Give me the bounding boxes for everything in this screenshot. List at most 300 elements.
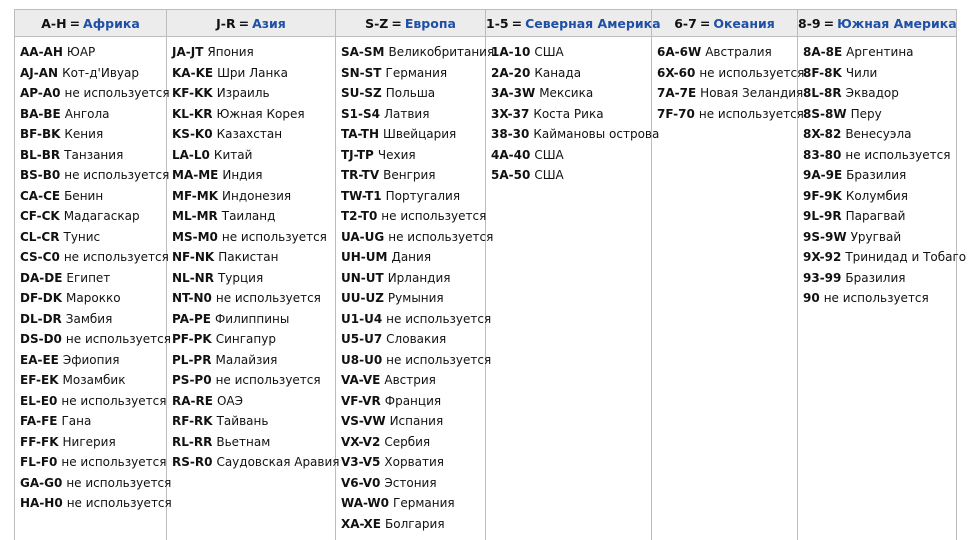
code-range: V3-V5 (341, 455, 380, 469)
list-item (172, 83, 331, 104)
list-item (172, 452, 331, 473)
list-item (172, 370, 331, 391)
list-item (20, 268, 162, 289)
code-range: 8S-8W (803, 107, 847, 121)
list-item (20, 42, 162, 63)
code-range: VS-VW (341, 414, 386, 428)
country-name: Эквадор (846, 86, 899, 100)
list-item (491, 124, 647, 145)
code-range: S1-S4 (341, 107, 380, 121)
list-item (341, 104, 481, 125)
list-item (172, 206, 331, 227)
code-range: NT-N0 (172, 291, 212, 305)
list-item (20, 329, 162, 350)
code-range: CS-C0 (20, 250, 60, 264)
code-range: FL-F0 (20, 455, 57, 469)
list-item (491, 83, 647, 104)
country-name: Аргентина (846, 45, 913, 59)
country-name: Малайзия (215, 353, 277, 367)
country-name: не используется (216, 291, 321, 305)
list-item (341, 206, 481, 227)
country-name: Тринидад и Тобаго (845, 250, 966, 264)
country-name: Германия (386, 66, 448, 80)
header-oceania: 6-7 = Океания (652, 10, 798, 37)
code-range: U1-U4 (341, 312, 382, 326)
code-range: TA-TH (341, 127, 379, 141)
code-range: SN-ST (341, 66, 382, 80)
code-range: EF-EK (20, 373, 59, 387)
header-asia: J-R = Азия (167, 10, 336, 37)
country-name: не используется (699, 107, 804, 121)
list-item (20, 411, 162, 432)
country-name: Сербия (384, 435, 430, 449)
list-item (341, 186, 481, 207)
code-range: 3A-3W (491, 86, 535, 100)
country-name: США (534, 148, 563, 162)
code-range: 5A-50 (491, 168, 530, 182)
code-range: 1A-10 (491, 45, 530, 59)
list-item (341, 350, 481, 371)
code-range: 9S-9W (803, 230, 847, 244)
column-north-america (486, 37, 652, 540)
code-range: WA-W0 (341, 496, 389, 510)
list-item (341, 391, 481, 412)
country-name: Шри Ланка (217, 66, 288, 80)
list-item (341, 329, 481, 350)
code-range: MS-M0 (172, 230, 218, 244)
country-name: Венесуэла (845, 127, 911, 141)
code-range: NL-NR (172, 271, 214, 285)
list-item (172, 247, 331, 268)
country-name: Израиль (217, 86, 270, 100)
code-range: EL-E0 (20, 394, 57, 408)
code-range: DF-DK (20, 291, 62, 305)
list-item (803, 83, 952, 104)
header-south-america: 8-9 = Южная Америка (798, 10, 957, 37)
code-range: UN-UT (341, 271, 384, 285)
list-item (172, 124, 331, 145)
region-link-africa[interactable]: Африка (83, 16, 140, 31)
country-name: не используется (388, 230, 493, 244)
country-name: Франция (385, 394, 441, 408)
country-name: не используется (64, 168, 169, 182)
code-range: VF-VR (341, 394, 381, 408)
country-name: Ирландия (388, 271, 451, 285)
code-range: BA-BE (20, 107, 61, 121)
list-item (20, 104, 162, 125)
list-item (172, 227, 331, 248)
code-range: AP-A0 (20, 86, 61, 100)
country-name: Польша (386, 86, 435, 100)
country-name: Кот-д'Ивуар (62, 66, 139, 80)
list-item (491, 145, 647, 166)
country-name: не используется (64, 250, 169, 264)
code-range: TR-TV (341, 168, 379, 182)
country-name: ОАЭ (217, 394, 243, 408)
region-link-north-america[interactable]: Северная Америка (525, 16, 660, 31)
country-name: Мадагаскар (64, 209, 140, 223)
list-item (20, 145, 162, 166)
code-range: 8L-8R (803, 86, 842, 100)
code-range: MF-MK (172, 189, 218, 203)
list-item (341, 145, 481, 166)
list-item (20, 206, 162, 227)
code-range: 3X-37 (491, 107, 529, 121)
country-name: Чехия (378, 148, 416, 162)
country-name: Перу (851, 107, 882, 121)
list-item (341, 473, 481, 494)
code-range: DA-DE (20, 271, 62, 285)
list-item (803, 288, 952, 309)
code-range: DS-D0 (20, 332, 62, 346)
country-name: Марокко (66, 291, 121, 305)
country-name: Нигерия (63, 435, 116, 449)
list-item (20, 165, 162, 186)
list-item (341, 370, 481, 391)
list-item (20, 309, 162, 330)
list-item (803, 186, 952, 207)
code-range: 38-30 (491, 127, 529, 141)
code-range: CA-CE (20, 189, 60, 203)
country-name: Венгрия (383, 168, 435, 182)
code-range: ML-MR (172, 209, 218, 223)
header-range: J-R (216, 16, 235, 31)
code-range: 9X-92 (803, 250, 841, 264)
list-item (803, 247, 952, 268)
list-item (172, 42, 331, 63)
code-range: U5-U7 (341, 332, 382, 346)
country-name: Испания (390, 414, 444, 428)
list-item (172, 309, 331, 330)
country-name: Румыния (388, 291, 444, 305)
code-range: RS-R0 (172, 455, 212, 469)
country-name: Великобритания (389, 45, 495, 59)
country-name: Тунис (63, 230, 100, 244)
code-range: CL-CR (20, 230, 59, 244)
code-range: PS-P0 (172, 373, 212, 387)
country-name: Япония (207, 45, 253, 59)
country-name: Болгария (385, 517, 445, 531)
code-range: MA-ME (172, 168, 218, 182)
country-name: не используется (67, 496, 172, 510)
code-range: KL-KR (172, 107, 212, 121)
code-range: BF-BK (20, 127, 60, 141)
country-name: не используется (61, 394, 166, 408)
code-range: JA-JT (172, 45, 203, 59)
code-range: TW-T1 (341, 189, 382, 203)
code-range: 8A-8E (803, 45, 842, 59)
code-range: KA-KE (172, 66, 213, 80)
list-item (341, 452, 481, 473)
country-name: Германия (393, 496, 455, 510)
list-item (20, 83, 162, 104)
code-range: FF-FK (20, 435, 59, 449)
list-item (172, 63, 331, 84)
code-range: RL-RR (172, 435, 212, 449)
country-name: Бразилия (845, 271, 905, 285)
list-item (172, 268, 331, 289)
country-name: США (534, 45, 563, 59)
country-name: Колумбия (846, 189, 908, 203)
list-item (803, 206, 952, 227)
code-range: 8F-8K (803, 66, 842, 80)
list-item (803, 104, 952, 125)
list-item (491, 63, 647, 84)
list-item (341, 493, 481, 514)
country-name: Бразилия (846, 168, 906, 182)
list-item (341, 268, 481, 289)
code-range: GA-G0 (20, 476, 62, 490)
country-name: не используется (65, 86, 170, 100)
code-range: 9F-9K (803, 189, 842, 203)
list-item (341, 124, 481, 145)
wmi-code-table (14, 9, 957, 540)
country-name: Гана (61, 414, 91, 428)
country-name: не используется (222, 230, 327, 244)
country-name: Уругвай (851, 230, 902, 244)
country-name: не используется (61, 455, 166, 469)
code-range: CF-CK (20, 209, 60, 223)
header-europe: S-Z = Европа (336, 10, 486, 37)
list-item (803, 268, 952, 289)
code-range: KF-KK (172, 86, 213, 100)
country-name: Кения (64, 127, 103, 141)
code-range: AJ-AN (20, 66, 58, 80)
header-range: S-Z (365, 16, 388, 31)
code-range: 7F-70 (657, 107, 695, 121)
code-range: TJ-TP (341, 148, 374, 162)
list-item (172, 186, 331, 207)
list-item (20, 493, 162, 514)
code-range: 90 (803, 291, 820, 305)
list-item (172, 145, 331, 166)
list-item (803, 63, 952, 84)
country-name: Бенин (64, 189, 103, 203)
list-item (20, 350, 162, 371)
country-name: Португалия (386, 189, 460, 203)
country-name: Тайвань (217, 414, 269, 428)
column-africa (15, 37, 167, 540)
list-item (172, 391, 331, 412)
country-name: Австралия (705, 45, 772, 59)
code-range: PL-PR (172, 353, 211, 367)
list-item (20, 227, 162, 248)
list-item (341, 411, 481, 432)
header-range: 8-9 (798, 16, 821, 31)
code-range: HA-H0 (20, 496, 63, 510)
list-item (172, 411, 331, 432)
code-range: RA-RE (172, 394, 213, 408)
country-name: ЮАР (67, 45, 95, 59)
list-item (341, 42, 481, 63)
header-africa: A-H = Африка (15, 10, 167, 37)
code-range: 2A-20 (491, 66, 530, 80)
code-range: DL-DR (20, 312, 62, 326)
country-name: Вьетнам (216, 435, 270, 449)
header-range: 1-5 (486, 16, 509, 31)
list-item (803, 227, 952, 248)
code-range: 93-99 (803, 271, 841, 285)
code-range: 9L-9R (803, 209, 842, 223)
country-name: Мозамбик (63, 373, 126, 387)
list-item (20, 186, 162, 207)
code-range: RF-RK (172, 414, 213, 428)
code-range: UH-UM (341, 250, 387, 264)
country-name: не используется (386, 312, 491, 326)
country-name: Казахстан (217, 127, 283, 141)
list-item (657, 83, 793, 104)
list-item (803, 42, 952, 63)
header-range: 6-7 (674, 16, 697, 31)
header-row (15, 10, 957, 37)
region-link-europe[interactable]: Европа (405, 16, 456, 31)
country-name: Чили (846, 66, 878, 80)
country-name: не используется (381, 209, 486, 223)
code-range: 4A-40 (491, 148, 530, 162)
code-range: VA-VE (341, 373, 380, 387)
code-range: UU-UZ (341, 291, 384, 305)
list-item (803, 165, 952, 186)
list-item (20, 391, 162, 412)
country-name: Эфиопия (63, 353, 120, 367)
country-name: Турция (218, 271, 263, 285)
country-name: Каймановы острова (533, 127, 659, 141)
country-name: Замбия (66, 312, 113, 326)
country-name: не используется (386, 353, 491, 367)
list-item (20, 124, 162, 145)
country-name: Канада (534, 66, 581, 80)
code-range: PF-PK (172, 332, 212, 346)
country-name: не используется (66, 476, 171, 490)
code-range: UA-UG (341, 230, 384, 244)
list-item (172, 350, 331, 371)
list-item (341, 432, 481, 453)
country-name: Дания (391, 250, 431, 264)
country-name: не используется (216, 373, 321, 387)
list-item (172, 288, 331, 309)
code-range: PA-PE (172, 312, 211, 326)
region-link-asia[interactable]: Азия (252, 16, 286, 31)
list-item (341, 227, 481, 248)
list-item (341, 288, 481, 309)
code-range: T2-T0 (341, 209, 377, 223)
code-range: U8-U0 (341, 353, 382, 367)
country-name: США (534, 168, 563, 182)
column-south-america (798, 37, 957, 540)
list-item (341, 165, 481, 186)
list-item (341, 247, 481, 268)
country-name: Индия (222, 168, 262, 182)
list-item (172, 165, 331, 186)
country-name: Ангола (65, 107, 110, 121)
country-name: Саудовская Аравия (216, 455, 339, 469)
list-item (20, 288, 162, 309)
code-range: V6-V0 (341, 476, 380, 490)
country-name: Латвия (384, 107, 429, 121)
list-item (341, 63, 481, 84)
country-name: Новая Зеландия (700, 86, 803, 100)
code-range: FA-FE (20, 414, 57, 428)
column-oceania (652, 37, 798, 540)
country-name: не используется (699, 66, 804, 80)
code-range: 9A-9E (803, 168, 842, 182)
list-item (657, 63, 793, 84)
list-item (657, 104, 793, 125)
code-range: EA-EE (20, 353, 59, 367)
list-item (20, 473, 162, 494)
region-link-oceania[interactable]: Океания (713, 16, 774, 31)
code-range: SA-SM (341, 45, 385, 59)
list-item (491, 104, 647, 125)
country-name: Южная Корея (216, 107, 304, 121)
country-name: Сингапур (216, 332, 276, 346)
country-name: Китай (214, 148, 252, 162)
list-item (20, 452, 162, 473)
code-range: 7A-7E (657, 86, 696, 100)
list-item (20, 63, 162, 84)
list-item (172, 104, 331, 125)
body-row (15, 37, 957, 540)
code-range: 6A-6W (657, 45, 701, 59)
list-item (172, 329, 331, 350)
list-item (803, 124, 952, 145)
country-name: Мексика (539, 86, 593, 100)
list-item (20, 247, 162, 268)
country-name: Швейцария (383, 127, 456, 141)
list-item (657, 42, 793, 63)
country-name: Египет (66, 271, 110, 285)
country-name: Танзания (64, 148, 123, 162)
list-item (491, 42, 647, 63)
country-name: не используется (66, 332, 171, 346)
code-range: SU-SZ (341, 86, 382, 100)
region-link-south-america[interactable]: Южная Америка (837, 16, 957, 31)
list-item (491, 165, 647, 186)
code-range: NF-NK (172, 250, 214, 264)
code-range: KS-K0 (172, 127, 213, 141)
code-range: 6X-60 (657, 66, 695, 80)
country-name: Хорватия (384, 455, 444, 469)
country-name: не используется (824, 291, 929, 305)
country-name: Коста Рика (533, 107, 603, 121)
code-range: BL-BR (20, 148, 60, 162)
list-item (20, 432, 162, 453)
country-name: Австрия (384, 373, 436, 387)
country-name: Филиппины (215, 312, 289, 326)
list-item (20, 370, 162, 391)
list-item (341, 83, 481, 104)
column-europe (336, 37, 486, 540)
column-asia (167, 37, 336, 540)
list-item (172, 432, 331, 453)
code-range: AA-AH (20, 45, 63, 59)
code-range: VX-V2 (341, 435, 380, 449)
list-item (341, 309, 481, 330)
country-name: Пакистан (218, 250, 278, 264)
code-range: XA-XE (341, 517, 381, 531)
code-range: LA-L0 (172, 148, 210, 162)
country-name: Эстония (384, 476, 436, 490)
country-name: Индонезия (222, 189, 291, 203)
country-name: не используется (845, 148, 950, 162)
country-name: Таиланд (222, 209, 276, 223)
country-name: Парагвай (846, 209, 906, 223)
code-range: BS-B0 (20, 168, 60, 182)
code-range: 83-80 (803, 148, 841, 162)
header-range: A-H (41, 16, 66, 31)
code-range: 8X-82 (803, 127, 841, 141)
list-item (341, 514, 481, 535)
